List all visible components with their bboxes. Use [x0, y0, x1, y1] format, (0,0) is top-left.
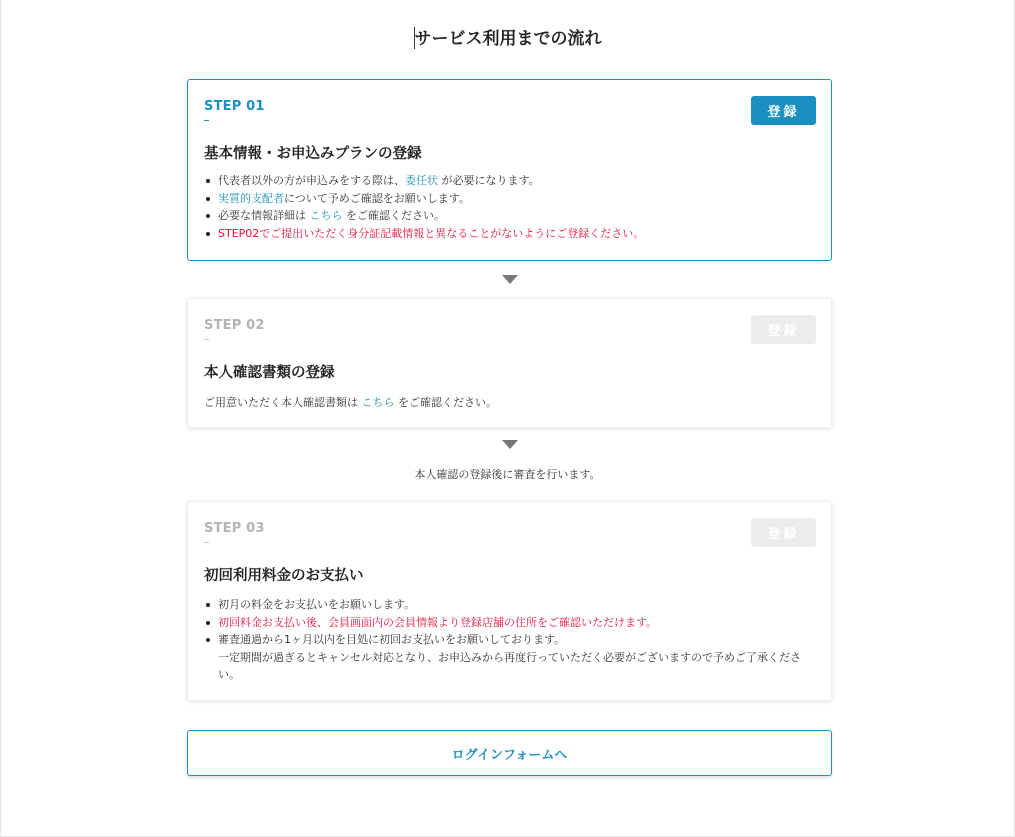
step-03-register-button[interactable]: 登録: [751, 518, 816, 547]
step-01-list: [218, 172, 817, 242]
down-arrow-icon: [502, 275, 518, 284]
step-03-card: [187, 501, 832, 701]
list-item: 審査通過から1ヶ月以内を目処に初回お支払いをお願いしております。 一定期間が過ぎるとキャンセル対応となり、お申込みから再度行っていただく必要がございますので予めご了承ください。: [218, 631, 817, 684]
step-01-card: [187, 79, 832, 261]
list-item: 初月の料金をお支払いをお願いします。: [218, 596, 817, 614]
page-title: [1, 27, 1014, 51]
page-title-text: サービス利用までの流れ: [414, 29, 602, 49]
step-02-label: STEP 02: [204, 318, 265, 333]
beneficial-owner-link[interactable]: 実質的支配者: [218, 191, 284, 205]
step-03-label: STEP 03: [204, 521, 265, 536]
step-02-register-button[interactable]: 登録: [751, 315, 816, 344]
list-item-warning: 初回料金お支払い後、会員画面内の会員情報より登録店舗の住所をご確認いただけます。: [218, 614, 817, 632]
list-item: 代表者以外の方が申込みをする際は、委任状 が必要になります。: [218, 172, 817, 190]
proxy-letter-link[interactable]: 委任状: [405, 174, 438, 187]
down-arrow-icon: [502, 440, 518, 449]
step-01-heading: 基本情報・お申込みプランの登録: [204, 146, 422, 162]
step-02-card: [187, 298, 832, 428]
step-03-list: [218, 596, 817, 684]
step-01-label: STEP 01: [204, 99, 265, 114]
text-cursor: [414, 27, 415, 49]
login-form-button[interactable]: ログインフォームへ: [187, 730, 832, 776]
list-item-warning: STEP02でご提出いただく身分証記載情報と異なることがないようにご登録ください。: [218, 225, 817, 243]
review-note: 本人確認の登録後に審査を行います。: [414, 468, 601, 481]
list-item: 実質的支配者について予めご確認をお願いします。: [218, 190, 817, 208]
step-01-register-button[interactable]: 登録: [751, 96, 816, 125]
step-02-underline: [204, 339, 209, 340]
info-details-link[interactable]: こちら: [309, 209, 343, 222]
step-01-underline: [204, 120, 209, 121]
id-documents-link[interactable]: こちら: [361, 396, 395, 409]
step-03-underline: [204, 542, 209, 543]
list-item: 必要な情報詳細は こちら をご確認ください。: [218, 207, 817, 225]
step-02-body: ご用意いただく本人確認書類は こちら をご確認ください。: [204, 396, 497, 409]
step-02-heading: 本人確認書類の登録: [204, 365, 335, 381]
step-03-heading: 初回利用料金のお支払い: [204, 568, 364, 584]
